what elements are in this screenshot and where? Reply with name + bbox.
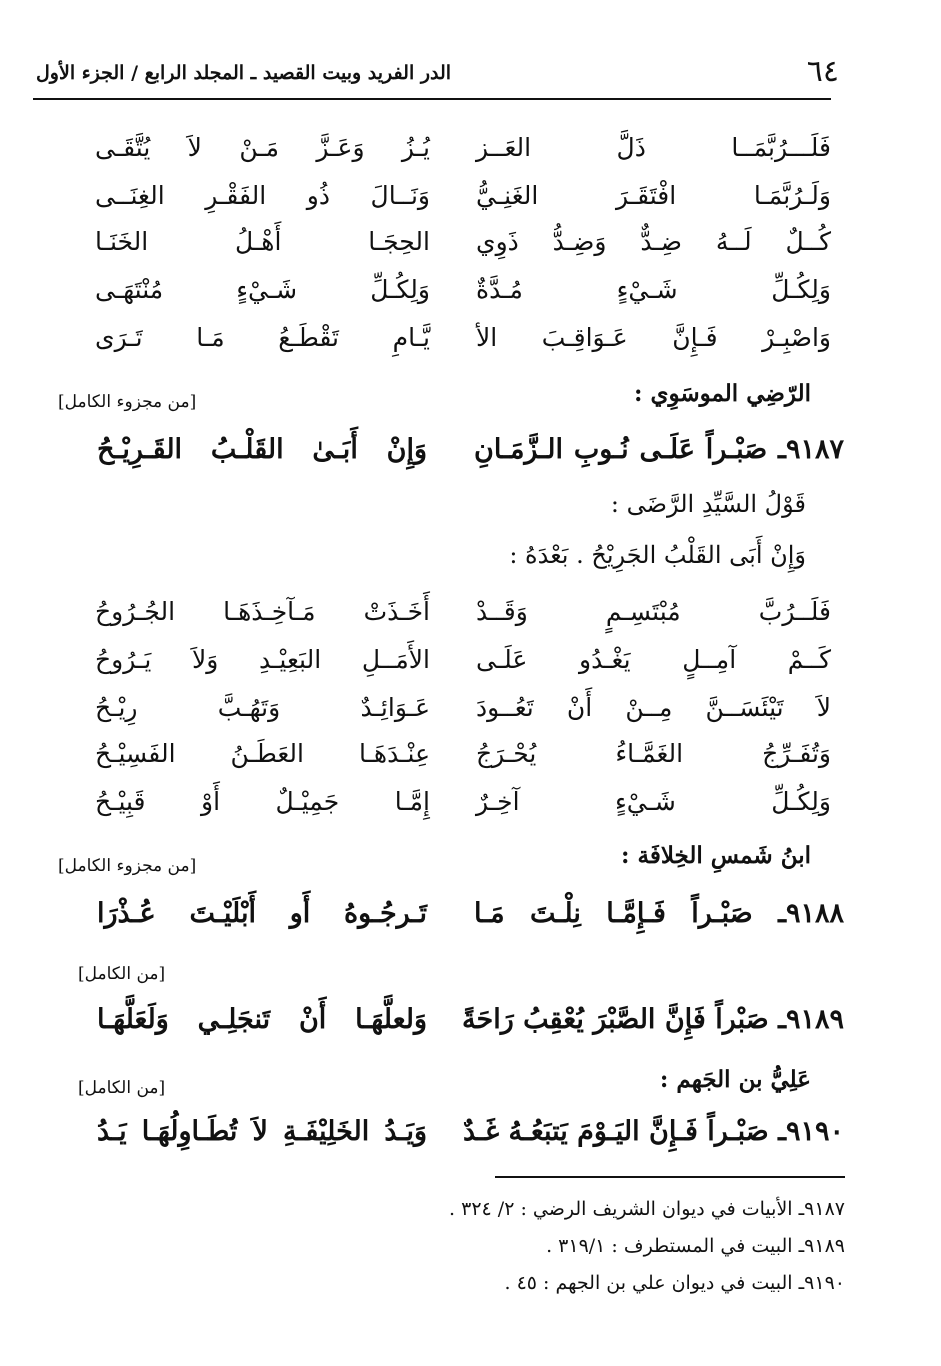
verse-second-hemistich: وَنَــالَ ذُو الفَقْـرِ الغِنَــى [95, 181, 430, 210]
verse-first-hemistich: ٩١٨٨ـ صَبْـراً فَـإِمَّـا نِلْـتَ مَـا [474, 898, 844, 929]
footnote: ٩١٩٠ـ البيت في ديوان علي بن الجهم : ٤٥ . [504, 1272, 845, 1294]
prose-line: قَوْلُ السَّيِّدِ الرَّضَى : [610, 490, 806, 518]
verse-first-hemistich: كُــلٌ لَــهُ ضِـدٌّ وَضِـدُّ ذَوِي [476, 227, 831, 256]
verse-second-hemistich: يَّـامِ تَقْطَـعُ مَـا تَـرَى [95, 323, 430, 352]
poet-name: عَلِيُّ بن الجَهم : [659, 1066, 811, 1093]
verse-line [0, 128, 941, 178]
verse-line [0, 782, 941, 832]
poet-name: الرّضِي الموسَوِي : [633, 380, 811, 407]
verse-first-hemistich: وَاصْبِـرْ فَـإِنَّ عَـوَاقِـبَ الأ [476, 323, 831, 352]
meter-label: [من الكامل] [78, 964, 166, 984]
verse-first-hemistich: وَلِكُـلِّ شَـيْءٍ مُـدَّةٌ [476, 275, 831, 304]
verse-line [0, 318, 941, 368]
footnote: ٩١٨٧ـ الأبيات في ديوان الشريف الرضي : ٢/ ٣٢٤ . [449, 1198, 845, 1220]
verse-9187 [0, 430, 941, 480]
verse-9190 [0, 1112, 941, 1162]
verse-line [0, 176, 941, 226]
verse-second-hemistich: وَإِنْ أَبَـىٰ القَلْـبُ القَـرِيْـحُ [97, 434, 427, 465]
header-rule [33, 98, 831, 100]
verse-second-hemistich: إِمَّـا جَمِيْـلٌ أَوْ قَبِيْـحُ [95, 787, 430, 816]
verse-first-hemistich: وَلِكُـلِّ شَـيْءٍ آخِـرٌ [476, 787, 831, 816]
verse-line [0, 688, 941, 738]
verse-9188 [0, 894, 941, 944]
verse-line [0, 640, 941, 690]
verse-9189 [0, 1000, 941, 1050]
verse-first-hemistich: فَلَـــرُبَّمَــا ذَلَّ العَــز [476, 133, 831, 162]
verse-second-hemistich: وَلِكُـلِّ شَـيْءٍ مُنْتَهَـى [95, 275, 430, 304]
verse-first-hemistich: ٩١٨٩ـ صَبْراً فَإِنَّ الصَّبْرَ يُعْقِبُ رَاحَةً [462, 1004, 844, 1035]
verse-first-hemistich: ٩١٨٧ـ صَبْـراً عَلَـى نُـوبِ الـزَّمَـانِ [474, 434, 844, 465]
footnote: ٩١٨٩ـ البيت في المستطرف : ٣١٩/١ . [546, 1235, 845, 1257]
verse-first-hemistich: لاَ تَيْئَسَــنَّ مِــنْ أَنْ تَعُــودَ [476, 693, 831, 722]
verse-second-hemistich: وَيَـدُ الخَلِيْفَـةِ لاَ تُطَـاوِلُهَـا يَـدُ [97, 1116, 427, 1147]
verse-line [0, 270, 941, 320]
verse-line [0, 592, 941, 642]
meter-label: [من مجزوء الكامل] [58, 392, 197, 412]
running-header: الدر الفريد وبيت القصيد ـ المجلد الرابع / الجزء الأول [36, 62, 452, 84]
verse-line [0, 734, 941, 784]
page-number: ٦٤ [806, 54, 839, 89]
verse-first-hemistich: وَلَـرُبَّمَـا افْتَقَـرَ الغَنِـيُّ [476, 181, 831, 210]
verse-second-hemistich: وَلعلَّهَـا أَنْ تَنجَلِـي وَلَعَلَّهَـا [97, 1004, 427, 1035]
verse-second-hemistich: تَـرجُـوهُ أَو أَبْلَيْـتَ عُـذْرَا [97, 898, 427, 929]
verse-second-hemistich: أَخَـذَتْ مَـآخِـذَهَـا الجُـرُوحُ [95, 597, 430, 626]
verse-second-hemistich: الأَمَــلِ البَعِيْـدِ وَلاَ يَـرُوحُ [95, 645, 430, 674]
verse-second-hemistich: عَـوَائِـدٌ وَتَهُـبَّ رِيْـحُ [95, 693, 430, 722]
verse-line [0, 222, 941, 272]
verse-first-hemistich: ٩١٩٠ـ صَبْـراً فَـإِنَّ اليَـوْمَ يَتبَعُـهُ غَـدٌ [462, 1116, 844, 1147]
meter-label: [من الكامل] [78, 1078, 166, 1098]
verse-second-hemistich: عِنْـدَهَـا العَطَـنُ الفَسِيْـحُ [95, 739, 430, 768]
verse-first-hemistich: كَــمْ آمِــلٍ يَغْـدُو عَلَـى [476, 645, 831, 674]
verse-second-hemistich: يُـزُ وَعَـزَّ مَـنْ لاَ يُتَّقَـى [95, 133, 430, 162]
footnote-rule [495, 1176, 845, 1178]
prose-line: وَإِنْ أَبَى القَلْبُ الجَرِيْحُ . بَعْدَهُ : [509, 541, 806, 569]
verse-first-hemistich: فَلَــرُبَّ مُبْتَسِـمٍ وَقَــدْ [476, 597, 831, 626]
verse-second-hemistich: الحِجَـا أَهْـلُ الخَنَـا [95, 227, 430, 256]
poet-name: ابنُ شَمسِ الخِلافَة : [621, 842, 811, 869]
verse-first-hemistich: وَتُفَـرِّجُ الغَمَّـاءُ يُحْـرَجُ [476, 739, 831, 768]
meter-label: [من مجزوء الكامل] [58, 856, 197, 876]
